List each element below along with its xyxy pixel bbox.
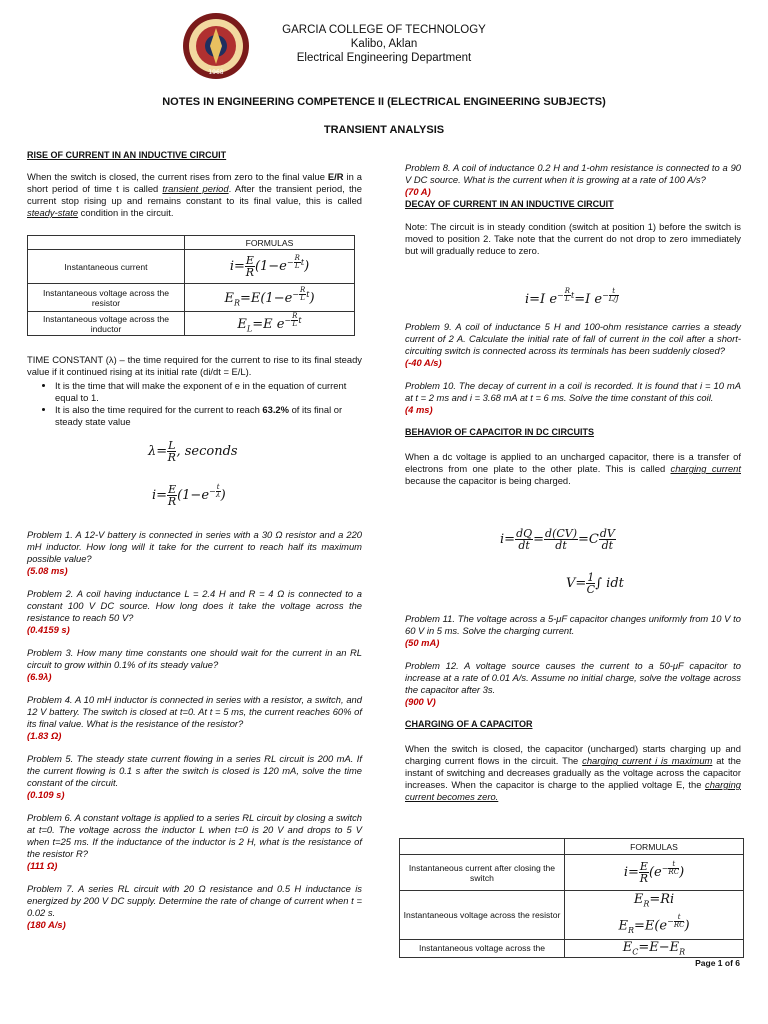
equation-lambda: λ= $\frac{L}{R}$ , seconds [148,439,238,464]
row-label: Instantaneous voltage across the resistor [28,284,185,312]
tc-bullet-2: • It is also the time required for the current to reach 63.2% of its final or steady state value [55,404,362,428]
right-problems-2 [405,613,741,803]
document-title: NOTES IN ENGINEERING COMPETENCE II (ELECTRICAL ENGINEERING SUBJECTS) [162,96,606,108]
equation-v-integral: V= $\frac{1}{C}$ ∫ idt [566,571,624,596]
svg-text:1968: 1968 [208,69,224,76]
problem-10: Problem 10. The decay of current in a coil is recorded. It is found that i = 10 mA at t = 2 ms and i = 3.68 mA at t = 6 ms. Solve the time constant of this coil. [405,380,741,403]
decay-note: Note: The circuit is in steady condition (switch at position 1) before the switch is moved to position 2. Take note that the current do not drop to zero immediately but will gradually reduce to zero. [405,221,741,256]
answer-7: (180 A/s) [27,919,66,930]
tc-bullet-1: • It is the time that will make the exponent of e in the equation of current equal to 1. [55,380,362,404]
right-column [405,162,741,257]
section-charging-capacitor: CHARGING OF A CAPACITOR [405,719,533,729]
right-problems-1 [405,321,741,487]
problem-1: Problem 1. A 12-V battery is connected in series with a 30 Ω resistor and a 220 mH inductor. How long will it take for the current to reach half its maximum possible value? [27,529,362,564]
answer-2: (0.4159 s) [27,624,70,635]
formula-inst-current: i= $\frac{E}{R}$ $(1-e^{- \frac{R}{L} t})$ [185,250,355,284]
answer-9: (-40 A/s) [405,357,442,368]
section-capacitor-dc: BEHAVIOR OF CAPACITOR IN DC CIRCUITS [405,427,595,437]
problem-12: Problem 12. A voltage source causes the current to a 50-μF capacitor to increase at a rate of 0.01 A/s. Assume no initial charge, solve the voltage across the capacitor after 3s. [405,660,741,695]
formula-rc-resistor: $E_R=Ri$ $E_R=E(e^{- \frac{t}{RC}}$ ) [565,891,744,940]
section-decay-current: DECAY OF CURRENT IN AN INDUCTIVE CIRCUIT [405,199,614,209]
formula-rc-capacitor: $E_C=E-E_R$ [565,939,744,957]
equation-dq-dt: i= $\frac{dQ}{dt}$ = $\frac{d(CV)}{dt}$ =C $\frac{dV}{dt}$ [500,527,615,552]
header [0,24,768,64]
equation-i-lambda: i= $\frac{E}{R}$ ($1-e^{- \frac{t}{\lambda}}$ ) [152,483,226,508]
row-label: Instantaneous voltage across the [400,939,565,957]
time-constant-def: TIME CONSTANT (λ) – the time required for the current to rise to its final steady value if it continued rising at its initial rate (di/dt = E/L). [27,354,362,377]
intro-paragraph: When the switch is closed, the current rises from zero to the final value E/R in a short period of time t is called transient period. After the transient period, the current stop rising up and remains constant to its final value, this is called steady-state condition in the circuit. [27,171,362,218]
answer-6: (111 Ω) [27,860,58,871]
college-name: GARCIA COLLEGE OF TECHNOLOGY [282,24,486,36]
problem-3: Problem 3. How many time constants one should wait for the current in an RL circuit to grow within 0.1% of its steady value? [27,647,362,670]
department-name: Electrical Engineering Department [296,52,472,64]
row-label: Instantaneous voltage across the inductor [28,312,185,336]
answer-8: (70 A) [405,186,431,197]
section-rise-current: RISE OF CURRENT IN AN INDUCTIVE CIRCUIT [27,150,227,160]
problem-9: Problem 9. A coil of inductance 5 H and 100-ohm resistance carries a steady current of 2 A. Calculate the initial rate of fall of current in the coil after a short-circuiting switch is connected across its terminals has been suddenly closed? [405,321,741,356]
problem-4: Problem 4. A 10 mH inductor is connected in series with a resistor, a switch, and 12 V battery. The switch is closed at t=0. At t = 5 ms, the current reaches 60% of its final value. What is the resistance of the resistor? [27,694,362,729]
problem-8: Problem 8. A coil of inductance 0.2 H and 1-ohm resistance is connected to a 90 V DC source. What is the current when it is growing at a rate of 100 A/s? [405,162,741,185]
problems-left [27,529,362,930]
formula-resistor-voltage: $E_R=E(1-e^{- \frac{R}{L} t})$ [185,284,355,312]
row-label: Instantaneous voltage across the resistor [400,891,565,940]
answer-4: (1.83 Ω) [27,730,62,741]
formulas-table-rc [399,838,744,958]
answer-12: (900 V) [405,696,436,707]
formula-inductor-voltage: $E_L=E$ $e^{- \frac{R}{L} t}$ [185,312,355,336]
row-label: Instantaneous current after closing the switch [400,855,565,891]
formulas-header: FORMULAS [185,236,355,250]
answer-1: (5.08 ms) [27,565,68,576]
answer-3: (6.9λ) [27,671,52,682]
equation-decay: i=I $e^{- \frac{R}{L} t}=I$ $e^{- \frac{t}{L/J}}$ [525,287,619,307]
answer-11: (50 mA) [405,637,440,648]
page-number: Page 1 of 6 [695,958,740,968]
charging-paragraph: When the switch is closed, the capacitor (uncharged) starts charging up and charging current flows in the circuit. The charging current i is maximum at the instant of switching and decreases gradually as the voltage across the capacitor increases. When the capacitor is charge to the applied voltage E, the charging current becomes zero. [405,743,741,802]
answer-5: (0.109 s) [27,789,65,800]
problem-11: Problem 11. The voltage across a 5-μF capacitor changes uniformly from 10 V to 60 V in 5 ms. Solve the charging current. [405,613,741,636]
problem-2: Problem 2. A coil having inductance L = 2.4 H and R = 4 Ω is connected to a constant 100 V DC source. How long does it take the voltage across the resistance to reach 50 V? [27,588,362,623]
problem-6: Problem 6. A constant voltage is applied to a series RL circuit by closing a switch at t=0. The voltage across the inductor L when t=0 is 20 V and drops to 5 V when t=25 ms. If the inductance of the inductor is 2 H, what is the resistance of the resistor R? [27,812,362,859]
capacitor-paragraph: When a dc voltage is applied to an uncharged capacitor, there is a transfer of electrons from one plate to the other plate. This is called charging current because the capacitor is being charged. [405,451,741,486]
topic-title: TRANSIENT ANALYSIS [323,124,445,136]
problem-5: Problem 5. The steady state current flowing in a series RL circuit is 200 mA. If the current flowing is 0.1 s after the switch is closed is 120 mA, solve the time constant of the circuit. [27,753,362,788]
college-location: Kalibo, Aklan [350,38,418,50]
formula-rc-current: i= $\frac{E}{R}$ ($e^{- \frac{t}{RC}}$ ) [565,855,744,891]
row-label: Instantaneous current [28,250,185,284]
formulas-header-rc: FORMULAS [565,839,744,855]
problem-7: Problem 7. A series RL circuit with 20 Ω resistance and 0.5 H inductance is energized by 200 V DC supply. Determine the rate of change of current when t = 0.02 s. [27,883,362,918]
time-constant-block [27,354,362,428]
left-column [27,150,362,219]
answer-10: (4 ms) [405,404,433,415]
formulas-table-rl [27,235,355,336]
